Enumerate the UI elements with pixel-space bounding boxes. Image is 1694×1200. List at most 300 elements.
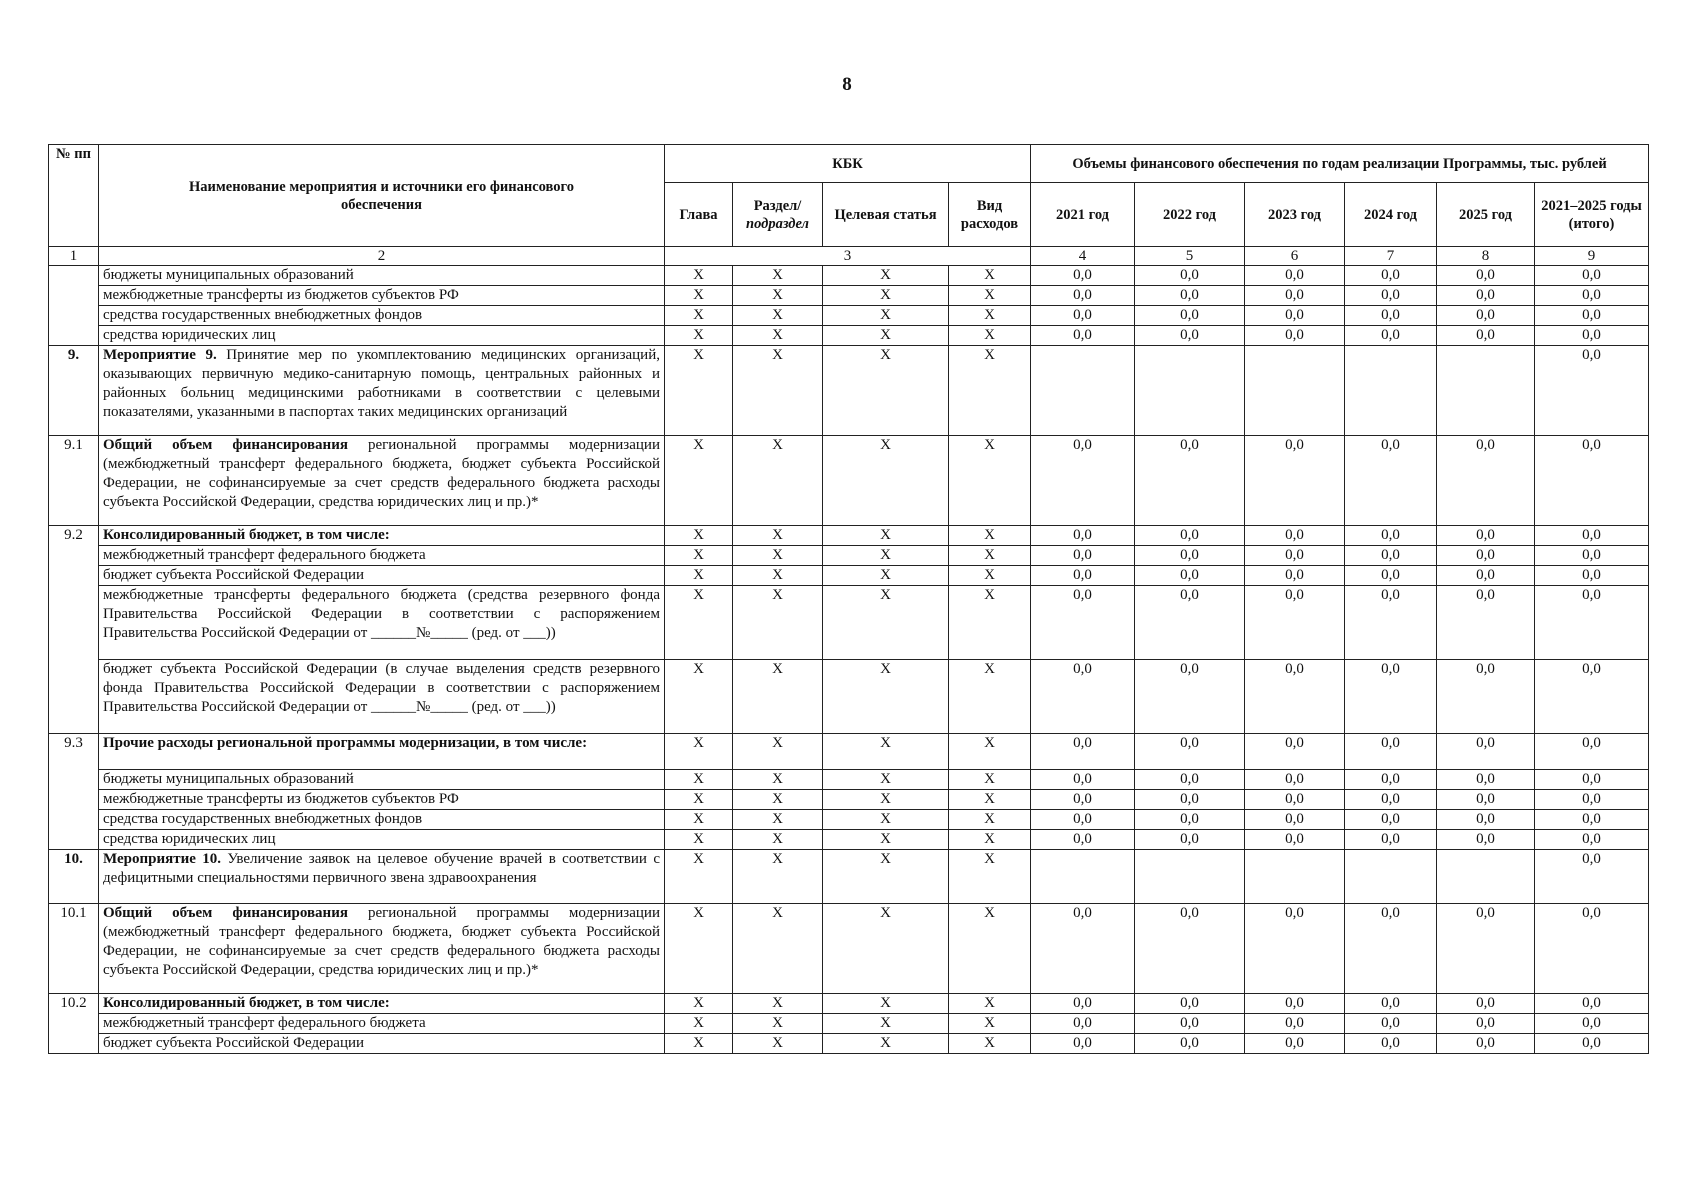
amount-cell: 0,0 [1135, 306, 1245, 326]
header-year-2023: 2023 год [1245, 183, 1345, 247]
row-number: 9.3 [49, 734, 99, 850]
kbk-mark: Х [949, 566, 1031, 586]
amount-cell: 0,0 [1031, 790, 1135, 810]
kbk-mark: Х [949, 790, 1031, 810]
row-name [99, 346, 665, 436]
kbk-mark: Х [823, 770, 949, 790]
amount-cell: 0,0 [1345, 266, 1437, 286]
kbk-mark: Х [949, 1014, 1031, 1034]
table-row [49, 1014, 1649, 1034]
amount-cell: 0,0 [1031, 810, 1135, 830]
amount-cell [1031, 850, 1135, 904]
kbk-mark: Х [665, 526, 733, 546]
kbk-mark: Х [733, 770, 823, 790]
kbk-mark: Х [665, 326, 733, 346]
row-name-text: межбюджетный трансферт федерального бюджета [103, 1015, 426, 1031]
amount-cell: 0,0 [1345, 586, 1437, 660]
kbk-mark: Х [733, 566, 823, 586]
row-name-text: межбюджетные трансферты из бюджетов субъектов РФ [103, 287, 459, 303]
amount-cell: 0,0 [1031, 904, 1135, 994]
kbk-mark: Х [949, 850, 1031, 904]
col-number: 3 [665, 247, 1031, 266]
amount-cell: 0,0 [1031, 660, 1135, 734]
row-name-lead: Консолидированный бюджет, в том числе: [103, 995, 390, 1011]
kbk-mark: Х [665, 436, 733, 526]
table-row [49, 830, 1649, 850]
kbk-mark: Х [823, 526, 949, 546]
amount-cell: 0,0 [1535, 566, 1649, 586]
header-vid: Вид расходов [949, 183, 1031, 247]
kbk-mark: Х [823, 734, 949, 770]
kbk-mark: Х [733, 994, 823, 1014]
kbk-mark: Х [665, 660, 733, 734]
row-name-text: региональной программы модернизации (межбюджетный трансферт федерального бюджета, бюджет субъекта Российской Федерации, не софинансируемые за счет средств федерального бюджета расходы субъекта Российской Федерации, средства юридических лиц и пр.)* [103, 437, 660, 510]
amount-cell: 0,0 [1031, 586, 1135, 660]
kbk-mark: Х [823, 566, 949, 586]
amount-cell: 0,0 [1245, 770, 1345, 790]
row-name [99, 526, 665, 546]
amount-cell: 0,0 [1245, 830, 1345, 850]
table-row [49, 286, 1649, 306]
kbk-mark: Х [823, 586, 949, 660]
kbk-mark: Х [823, 306, 949, 326]
amount-cell: 0,0 [1345, 810, 1437, 830]
table-row [49, 770, 1649, 790]
amount-cell: 0,0 [1245, 266, 1345, 286]
amount-cell: 0,0 [1245, 306, 1345, 326]
header-razdel: Раздел/ подраздел [733, 183, 823, 247]
row-name [99, 306, 665, 326]
amount-cell: 0,0 [1437, 266, 1535, 286]
amount-cell: 0,0 [1135, 286, 1245, 306]
col-number: 9 [1535, 247, 1649, 266]
col-number: 7 [1345, 247, 1437, 266]
amount-cell: 0,0 [1345, 436, 1437, 526]
kbk-mark: Х [949, 904, 1031, 994]
kbk-mark: Х [949, 326, 1031, 346]
amount-cell: 0,0 [1437, 566, 1535, 586]
amount-cell: 0,0 [1135, 790, 1245, 810]
amount-cell: 0,0 [1535, 850, 1649, 904]
amount-cell: 0,0 [1345, 1014, 1437, 1034]
table-row [49, 566, 1649, 586]
kbk-mark: Х [733, 346, 823, 436]
amount-cell: 0,0 [1031, 994, 1135, 1014]
kbk-mark: Х [733, 850, 823, 904]
kbk-mark: Х [665, 830, 733, 850]
kbk-mark: Х [949, 266, 1031, 286]
table-row [49, 1034, 1649, 1054]
amount-cell: 0,0 [1437, 1014, 1535, 1034]
row-name [99, 810, 665, 830]
row-name [99, 830, 665, 850]
kbk-mark: Х [949, 1034, 1031, 1054]
kbk-mark: Х [733, 586, 823, 660]
kbk-mark: Х [733, 810, 823, 830]
kbk-mark: Х [665, 790, 733, 810]
amount-cell: 0,0 [1437, 830, 1535, 850]
amount-cell: 0,0 [1437, 546, 1535, 566]
header-celevaya: Целевая статья [823, 183, 949, 247]
kbk-mark: Х [733, 326, 823, 346]
amount-cell [1345, 346, 1437, 436]
amount-cell [1345, 850, 1437, 904]
table-row [49, 346, 1649, 436]
row-name [99, 994, 665, 1014]
amount-cell: 0,0 [1437, 904, 1535, 994]
amount-cell: 0,0 [1031, 566, 1135, 586]
kbk-mark: Х [823, 326, 949, 346]
table-row [49, 994, 1649, 1014]
amount-cell: 0,0 [1245, 546, 1345, 566]
amount-cell: 0,0 [1345, 734, 1437, 770]
page-number: 8 [842, 74, 852, 95]
amount-cell: 0,0 [1135, 326, 1245, 346]
amount-cell [1245, 346, 1345, 436]
amount-cell: 0,0 [1345, 326, 1437, 346]
kbk-mark: Х [665, 904, 733, 994]
amount-cell: 0,0 [1031, 1034, 1135, 1054]
kbk-mark: Х [823, 830, 949, 850]
amount-cell: 0,0 [1135, 1014, 1245, 1034]
kbk-mark: Х [733, 1014, 823, 1034]
amount-cell: 0,0 [1345, 526, 1437, 546]
row-name [99, 546, 665, 566]
amount-cell: 0,0 [1535, 266, 1649, 286]
amount-cell [1437, 346, 1535, 436]
col-number: 8 [1437, 247, 1535, 266]
kbk-mark: Х [733, 1034, 823, 1054]
amount-cell: 0,0 [1535, 810, 1649, 830]
amount-cell: 0,0 [1031, 830, 1135, 850]
amount-cell [1245, 850, 1345, 904]
amount-cell: 0,0 [1245, 1034, 1345, 1054]
header-year-2021: 2021 год [1031, 183, 1135, 247]
amount-cell: 0,0 [1245, 436, 1345, 526]
kbk-mark: Х [949, 830, 1031, 850]
amount-cell: 0,0 [1437, 526, 1535, 546]
amount-cell: 0,0 [1135, 994, 1245, 1014]
table-row [49, 586, 1649, 660]
row-name [99, 436, 665, 526]
header-year-2024: 2024 год [1345, 183, 1437, 247]
kbk-mark: Х [733, 546, 823, 566]
kbk-mark: Х [949, 586, 1031, 660]
row-name [99, 770, 665, 790]
amount-cell: 0,0 [1535, 326, 1649, 346]
amount-cell: 0,0 [1135, 436, 1245, 526]
amount-cell: 0,0 [1135, 660, 1245, 734]
amount-cell: 0,0 [1535, 830, 1649, 850]
row-name [99, 1014, 665, 1034]
kbk-mark: Х [823, 904, 949, 994]
amount-cell: 0,0 [1245, 734, 1345, 770]
header-no: № пп [49, 145, 99, 247]
col-number: 5 [1135, 247, 1245, 266]
table-row [49, 810, 1649, 830]
table-body [49, 266, 1649, 1054]
row-name [99, 904, 665, 994]
kbk-mark: Х [733, 266, 823, 286]
kbk-mark: Х [665, 586, 733, 660]
row-name-text: Принятие мер по укомплектованию медицинских организаций, оказывающих первичную медико-санитарную помощь, центральных районных и районных больниц медицинскими работниками в соответствии с целевыми показателями, указанными в паспортах таких медицинских организаций [103, 347, 660, 420]
amount-cell: 0,0 [1535, 526, 1649, 546]
table-row [49, 734, 1649, 770]
row-name-text: региональной программы модернизации (межбюджетный трансферт федерального бюджета, бюджет субъекта Российской Федерации, не софинансируемые за счет средств федерального бюджета расходы субъекта Российской Федерации, средства юридических лиц и пр.)* [103, 905, 660, 978]
row-name-text: бюджеты муниципальных образований [103, 771, 354, 787]
row-name [99, 266, 665, 286]
row-number: 10.2 [49, 994, 99, 1054]
row-number: 9.2 [49, 526, 99, 734]
amount-cell: 0,0 [1535, 306, 1649, 326]
amount-cell: 0,0 [1345, 790, 1437, 810]
kbk-mark: Х [949, 286, 1031, 306]
amount-cell: 0,0 [1031, 286, 1135, 306]
amount-cell: 0,0 [1345, 1034, 1437, 1054]
row-name [99, 790, 665, 810]
amount-cell: 0,0 [1345, 546, 1437, 566]
col-number: 2 [99, 247, 665, 266]
amount-cell: 0,0 [1031, 1014, 1135, 1034]
amount-cell: 0,0 [1535, 734, 1649, 770]
table-header [49, 145, 1649, 266]
amount-cell: 0,0 [1245, 526, 1345, 546]
kbk-mark: Х [665, 546, 733, 566]
amount-cell: 0,0 [1437, 790, 1535, 810]
kbk-mark: Х [823, 810, 949, 830]
amount-cell: 0,0 [1437, 1034, 1535, 1054]
amount-cell: 0,0 [1535, 1034, 1649, 1054]
kbk-mark: Х [949, 734, 1031, 770]
amount-cell: 0,0 [1437, 586, 1535, 660]
kbk-mark: Х [733, 286, 823, 306]
amount-cell: 0,0 [1031, 526, 1135, 546]
amount-cell: 0,0 [1031, 546, 1135, 566]
header-year-2022: 2022 год [1135, 183, 1245, 247]
kbk-mark: Х [823, 346, 949, 436]
amount-cell: 0,0 [1535, 660, 1649, 734]
amount-cell: 0,0 [1535, 436, 1649, 526]
amount-cell [1135, 850, 1245, 904]
col-number: 1 [49, 247, 99, 266]
amount-cell: 0,0 [1135, 526, 1245, 546]
kbk-mark: Х [823, 790, 949, 810]
kbk-mark: Х [665, 1014, 733, 1034]
row-name [99, 734, 665, 770]
amount-cell: 0,0 [1535, 1014, 1649, 1034]
kbk-mark: Х [665, 770, 733, 790]
row-name-text: бюджеты муниципальных образований [103, 267, 354, 283]
kbk-mark: Х [823, 1014, 949, 1034]
table-row [49, 526, 1649, 546]
table-row [49, 660, 1649, 734]
row-name-lead: Консолидированный бюджет, в том числе: [103, 527, 390, 543]
amount-cell: 0,0 [1031, 734, 1135, 770]
amount-cell: 0,0 [1031, 436, 1135, 526]
kbk-mark: Х [733, 734, 823, 770]
kbk-mark: Х [949, 660, 1031, 734]
kbk-mark: Х [733, 306, 823, 326]
kbk-mark: Х [823, 1034, 949, 1054]
row-name-text: средства государственных внебюджетных фондов [103, 307, 423, 323]
row-name [99, 326, 665, 346]
amount-cell: 0,0 [1345, 566, 1437, 586]
row-name-lead: Мероприятие 10. [103, 851, 222, 867]
kbk-mark: Х [665, 1034, 733, 1054]
table-row [49, 436, 1649, 526]
amount-cell: 0,0 [1031, 326, 1135, 346]
kbk-mark: Х [665, 850, 733, 904]
amount-cell: 0,0 [1135, 770, 1245, 790]
amount-cell: 0,0 [1437, 306, 1535, 326]
row-name-text: межбюджетный трансферт федерального бюджета [103, 547, 426, 563]
amount-cell: 0,0 [1535, 286, 1649, 306]
amount-cell: 0,0 [1245, 660, 1345, 734]
row-name-lead: Общий объем финансирования [103, 905, 348, 921]
amount-cell: 0,0 [1031, 266, 1135, 286]
header-kbk: КБК [665, 145, 1031, 183]
row-name-text: бюджет субъекта Российской Федерации [103, 1035, 365, 1051]
kbk-mark: Х [949, 526, 1031, 546]
kbk-mark: Х [733, 830, 823, 850]
amount-cell: 0,0 [1245, 790, 1345, 810]
amount-cell: 0,0 [1535, 546, 1649, 566]
amount-cell: 0,0 [1135, 1034, 1245, 1054]
row-number [49, 266, 99, 346]
amount-cell: 0,0 [1031, 306, 1135, 326]
table-row [49, 904, 1649, 994]
amount-cell: 0,0 [1135, 566, 1245, 586]
kbk-mark: Х [823, 994, 949, 1014]
table-row [49, 790, 1649, 810]
kbk-mark: Х [665, 306, 733, 326]
row-name-text: средства юридических лиц [103, 327, 276, 343]
amount-cell: 0,0 [1535, 790, 1649, 810]
amount-cell: 0,0 [1345, 904, 1437, 994]
kbk-mark: Х [733, 790, 823, 810]
row-name-text: бюджет субъекта Российской Федерации [103, 567, 365, 583]
amount-cell: 0,0 [1437, 436, 1535, 526]
row-name [99, 660, 665, 734]
row-name [99, 566, 665, 586]
column-numbers-row [49, 247, 1649, 266]
table-row [49, 266, 1649, 286]
kbk-mark: Х [665, 266, 733, 286]
amount-cell: 0,0 [1535, 586, 1649, 660]
amount-cell: 0,0 [1345, 830, 1437, 850]
header-glava: Глава [665, 183, 733, 247]
kbk-mark: Х [733, 904, 823, 994]
amount-cell: 0,0 [1345, 994, 1437, 1014]
kbk-mark: Х [949, 346, 1031, 436]
kbk-mark: Х [823, 436, 949, 526]
header-volumes: Объемы финансового обеспечения по годам реализации Программы, тыс. рублей [1031, 145, 1649, 183]
row-name-lead: Мероприятие 9. [103, 347, 217, 363]
kbk-mark: Х [949, 994, 1031, 1014]
row-number: 10.1 [49, 904, 99, 994]
amount-cell: 0,0 [1245, 994, 1345, 1014]
kbk-mark: Х [949, 770, 1031, 790]
col-number: 4 [1031, 247, 1135, 266]
amount-cell: 0,0 [1135, 546, 1245, 566]
amount-cell: 0,0 [1135, 734, 1245, 770]
row-name [99, 1034, 665, 1054]
kbk-mark: Х [665, 286, 733, 306]
amount-cell: 0,0 [1135, 904, 1245, 994]
kbk-mark: Х [949, 810, 1031, 830]
header-year-total: 2021–2025 годы (итого) [1535, 183, 1649, 247]
amount-cell: 0,0 [1437, 994, 1535, 1014]
amount-cell: 0,0 [1437, 326, 1535, 346]
kbk-mark: Х [665, 994, 733, 1014]
row-name-text: межбюджетные трансферты из бюджетов субъектов РФ [103, 791, 459, 807]
header-year-2025: 2025 год [1437, 183, 1535, 247]
amount-cell: 0,0 [1135, 586, 1245, 660]
row-number: 10. [49, 850, 99, 904]
table-row [49, 546, 1649, 566]
amount-cell: 0,0 [1245, 1014, 1345, 1034]
kbk-mark: Х [733, 526, 823, 546]
amount-cell [1437, 850, 1535, 904]
row-number: 9.1 [49, 436, 99, 526]
amount-cell: 0,0 [1437, 810, 1535, 830]
table-row [49, 326, 1649, 346]
row-name [99, 286, 665, 306]
kbk-mark: Х [823, 546, 949, 566]
kbk-mark: Х [733, 436, 823, 526]
amount-cell: 0,0 [1245, 904, 1345, 994]
amount-cell: 0,0 [1535, 904, 1649, 994]
amount-cell: 0,0 [1437, 770, 1535, 790]
row-name-lead: Прочие расходы региональной программы модернизации, в том числе: [103, 735, 588, 751]
row-name-text: средства юридических лиц [103, 831, 276, 847]
kbk-mark: Х [665, 734, 733, 770]
row-name-text: межбюджетные трансферты федерального бюджета (средства резервного фонда Правительства Российской Федерации в соответствии с распоряжением Правительства Российской Федерации от ______№_____ (ред. от ___)) [103, 587, 660, 641]
amount-cell: 0,0 [1535, 346, 1649, 436]
amount-cell: 0,0 [1245, 326, 1345, 346]
amount-cell: 0,0 [1535, 994, 1649, 1014]
amount-cell: 0,0 [1245, 566, 1345, 586]
amount-cell: 0,0 [1437, 660, 1535, 734]
amount-cell: 0,0 [1135, 810, 1245, 830]
amount-cell: 0,0 [1031, 770, 1135, 790]
kbk-mark: Х [823, 286, 949, 306]
amount-cell: 0,0 [1245, 286, 1345, 306]
kbk-mark: Х [949, 546, 1031, 566]
row-name [99, 850, 665, 904]
kbk-mark: Х [823, 850, 949, 904]
row-number: 9. [49, 346, 99, 436]
amount-cell: 0,0 [1245, 810, 1345, 830]
row-name [99, 586, 665, 660]
row-name-text: средства государственных внебюджетных фондов [103, 811, 423, 827]
amount-cell: 0,0 [1345, 770, 1437, 790]
table-row [49, 850, 1649, 904]
kbk-mark: Х [733, 660, 823, 734]
row-name-text: Увеличение заявок на целевое обучение врачей в соответствии с дефицитными специальностями первичного звена здравоохранения [103, 851, 660, 886]
header-name: Наименование мероприятия и источники его финансового обеспечения [99, 145, 665, 247]
row-name-lead: Общий объем финансирования [103, 437, 348, 453]
table-row [49, 306, 1649, 326]
amount-cell [1031, 346, 1135, 436]
amount-cell: 0,0 [1345, 286, 1437, 306]
financing-table [48, 144, 1649, 1054]
amount-cell: 0,0 [1135, 830, 1245, 850]
amount-cell: 0,0 [1437, 734, 1535, 770]
kbk-mark: Х [823, 266, 949, 286]
amount-cell: 0,0 [1345, 660, 1437, 734]
row-name-text: бюджет субъекта Российской Федерации (в случае выделения средств резервного фонда Правительства Российской Федерации в соответствии с распоряжением Правительства Российской Федерации от ______№_____ (ред. от ___)) [103, 661, 660, 715]
